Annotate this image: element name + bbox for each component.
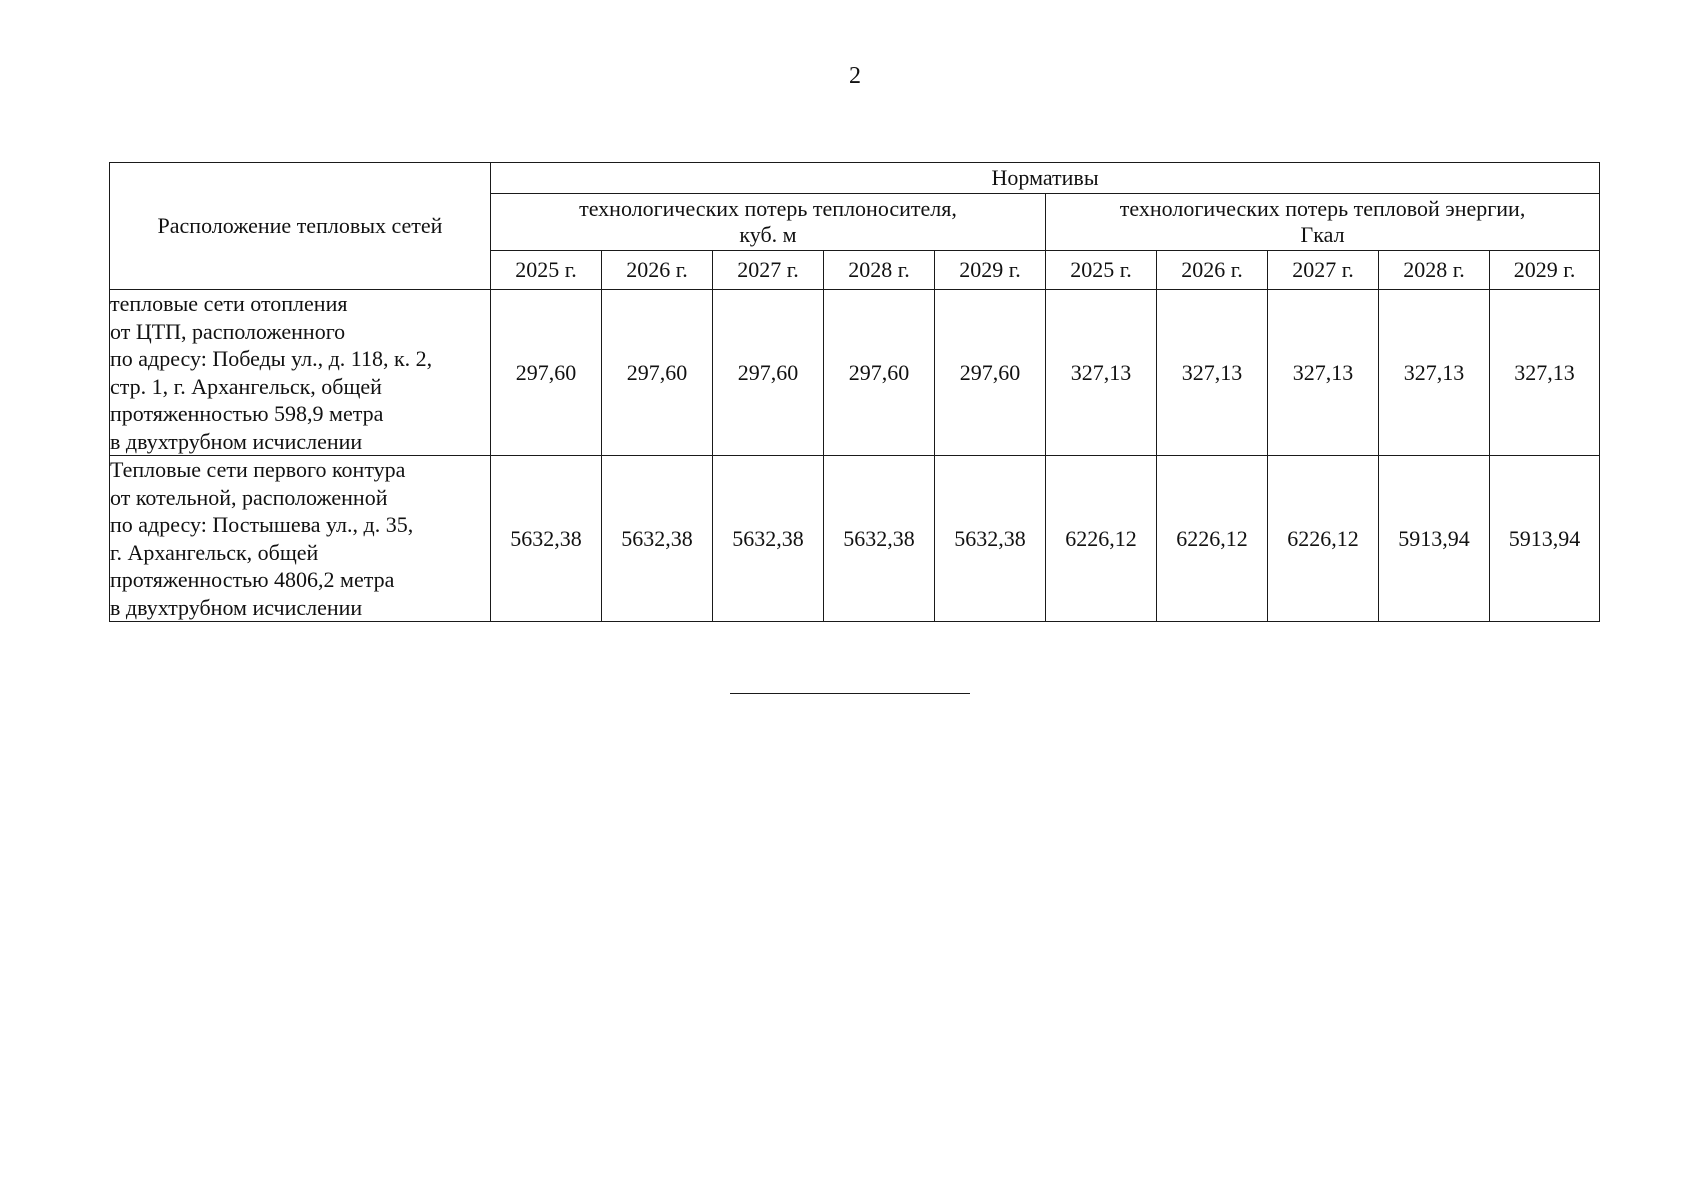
location-line: по адресу: Постышева ул., д. 35, — [110, 512, 414, 537]
coolant-year-header: 2025 г. — [491, 251, 602, 290]
location-line: тепловые сети отопления — [110, 291, 348, 316]
location-line: от ЦТП, расположенного — [110, 318, 346, 344]
energy-header-line: технологических потерь тепловой энергии, — [1119, 196, 1526, 221]
coolant-value-cell: 297,60 — [602, 290, 713, 456]
energy-value-cell: 327,13 — [1490, 290, 1600, 456]
location-cell — [110, 290, 491, 456]
energy-value-cell: 327,13 — [1157, 290, 1268, 456]
location-line: протяженностью 4806,2 метра — [110, 567, 395, 592]
page-number: 2 — [849, 63, 861, 89]
energy-value-cell: 5913,94 — [1379, 456, 1490, 622]
location-line: в двухтрубном исчислении — [110, 428, 363, 454]
energy-header-unit: Гкал — [1300, 222, 1345, 247]
table-row — [110, 456, 1600, 622]
energy-value-cell: 6226,12 — [1046, 456, 1157, 622]
coolant-value-cell: 5632,38 — [824, 456, 935, 622]
energy-year-header: 2025 г. — [1046, 251, 1157, 290]
energy-year-header: 2026 г. — [1157, 251, 1268, 290]
coolant-value-cell: 297,60 — [824, 290, 935, 456]
location-line: протяженностью 598,9 метра — [110, 401, 384, 426]
coolant-value-cell: 5632,38 — [491, 456, 602, 622]
location-line: по адресу: Победы ул., д. 118, к. 2, — [110, 346, 433, 371]
coolant-year-header: 2028 г. — [824, 251, 935, 290]
location-line: стр. 1, г. Архангельск, общей — [110, 373, 382, 399]
energy-value-cell: 6226,12 — [1157, 456, 1268, 622]
coolant-year-header: 2026 г. — [602, 251, 713, 290]
coolant-year-header: 2027 г. — [713, 251, 824, 290]
coolant-value-cell: 5632,38 — [935, 456, 1046, 622]
coolant-value-cell: 5632,38 — [602, 456, 713, 622]
energy-value-cell: 327,13 — [1046, 290, 1157, 456]
location-line: от котельной, расположенной — [110, 484, 388, 510]
energy-year-header: 2028 г. — [1379, 251, 1490, 290]
energy-losses-header — [1046, 194, 1600, 251]
energy-value-cell: 327,13 — [1268, 290, 1379, 456]
coolant-losses-header — [491, 194, 1046, 251]
coolant-value-cell: 297,60 — [713, 290, 824, 456]
energy-year-header: 2027 г. — [1268, 251, 1379, 290]
energy-value-cell: 5913,94 — [1490, 456, 1600, 622]
header-row-group — [110, 163, 1600, 194]
coolant-year-header: 2029 г. — [935, 251, 1046, 290]
end-rule — [730, 693, 970, 694]
location-line: г. Архангельск, общей — [110, 539, 319, 565]
location-column-header: Расположение тепловых сетей — [110, 163, 491, 290]
coolant-header-line: технологических потерь теплоносителя, — [579, 196, 957, 221]
coolant-header-unit: куб. м — [739, 222, 797, 247]
coolant-value-cell: 297,60 — [491, 290, 602, 456]
energy-value-cell: 6226,12 — [1268, 456, 1379, 622]
coolant-value-cell: 297,60 — [935, 290, 1046, 456]
location-cell — [110, 456, 491, 622]
norms-table — [109, 162, 1600, 622]
energy-year-header: 2029 г. — [1490, 251, 1600, 290]
energy-value-cell: 327,13 — [1379, 290, 1490, 456]
location-line: Тепловые сети первого контура — [110, 457, 406, 482]
table-row — [110, 290, 1600, 456]
location-line: в двухтрубном исчислении — [110, 594, 363, 620]
coolant-value-cell: 5632,38 — [713, 456, 824, 622]
norms-group-header: Нормативы — [491, 163, 1600, 194]
